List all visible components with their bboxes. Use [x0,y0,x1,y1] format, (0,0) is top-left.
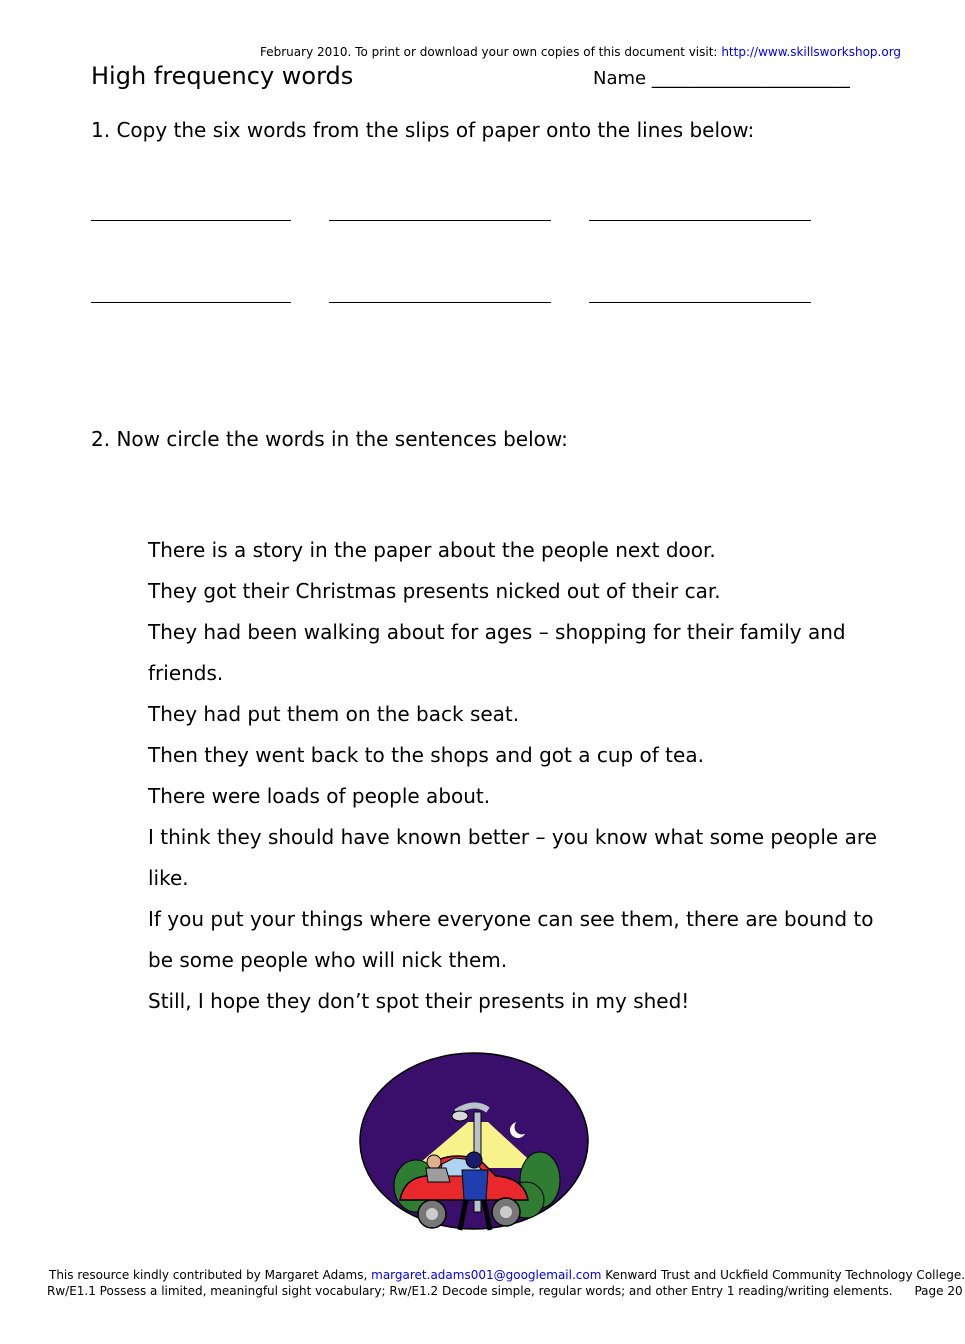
page-title: High frequency words [91,62,354,90]
sentence: They had been walking about for ages – shopping for their family and friends. [148,620,846,685]
sentence: There were loads of people about. [148,784,491,808]
sentence: If you put your things where everyone can see them, there are bound to be some people who will nick them. [148,907,874,972]
contributor-email-link[interactable]: margaret.adams001@googlemail.com [371,1268,602,1282]
header-note-text: February 2010. To print or download your own copies of this document visit: [260,45,718,59]
footer-curriculum-text: Rw/E1.1 Possess a limited, meaningful sight vocabulary; Rw/E1.2 Decode simple, regular words; and other Entry 1 reading/writing elements. [47,1284,893,1298]
skillsworkshop-link[interactable]: http://www.skillsworkshop.org [721,45,902,59]
answer-line-2[interactable] [329,220,551,221]
answer-line-5[interactable] [329,302,551,303]
sentence: They had put them on the back seat. [148,702,520,726]
answer-line-3[interactable] [589,220,811,221]
answer-line-6[interactable] [589,302,811,303]
question-2-instruction: 2. Now circle the words in the sentences below: [91,427,568,451]
answer-line-1[interactable] [91,220,291,221]
sentence: Then they went back to the shops and got a cup of tea. [148,743,704,767]
footer-curriculum [47,1284,963,1298]
name-field[interactable]: Name ______________________ [593,68,850,89]
footer-credit-org: Kenward Trust and Uckfield Community Technology College. [605,1268,965,1282]
sentence: There is a story in the paper about the people next door. [148,538,716,562]
footer-credit-text: This resource kindly contributed by Margaret Adams, [49,1268,368,1282]
header-note [260,45,901,59]
sentence-list [148,530,878,1022]
sentence: Still, I hope they don’t spot their presents in my shed! [148,989,690,1013]
night-car-theft-icon [356,1050,596,1246]
answer-line-4[interactable] [91,302,291,303]
page-number: Page 20 [914,1284,963,1298]
sentence: They got their Christmas presents nicked out of their car. [148,579,721,603]
footer-credit [49,1268,965,1282]
sentence: I think they should have known better – you know what some people are like. [148,825,877,890]
question-1-instruction: 1. Copy the six words from the slips of paper onto the lines below: [91,118,755,142]
